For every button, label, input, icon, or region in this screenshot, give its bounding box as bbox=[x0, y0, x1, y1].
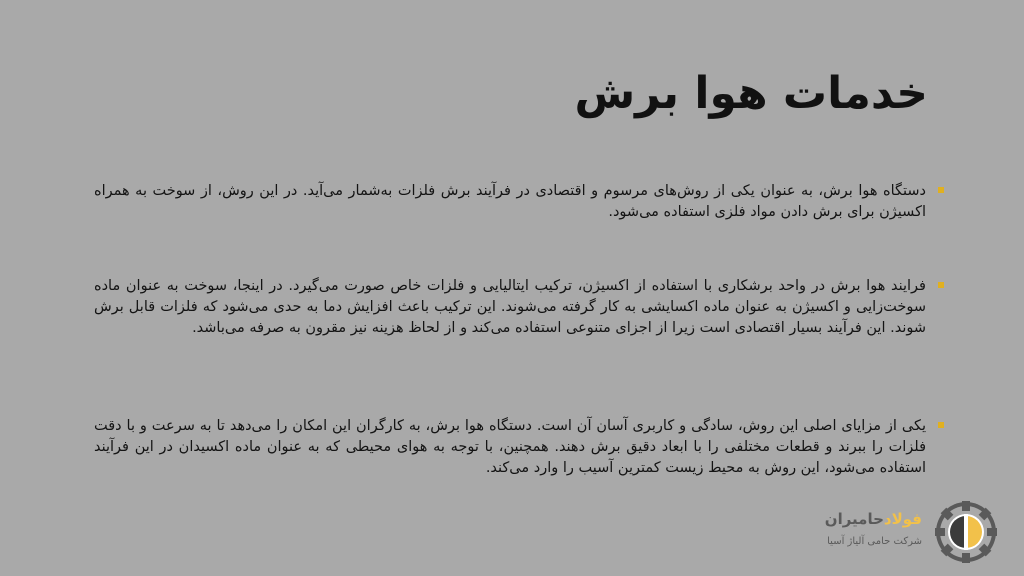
logo-name bbox=[825, 508, 922, 530]
bullet-marker bbox=[938, 187, 944, 193]
logo-name-part1: فولاد bbox=[883, 510, 922, 528]
bullet-text: یکی از مزایای اصلی این روش، سادگی و کاربری آسان آن است. دستگاه هوا برش، به کارگران این امکان را می‌دهد تا به سرعت و با دقت فلزات را ببرند و قطعات مختلفی را با ابعاد دقیق برش دهند. همچنین، با توجه به هوای محیطی که به عنوان ماده اکسیدان در این فرآیند استفاده می‌شود، این روش به محیط زیست کمترین آسیب را وارد می‌کند. bbox=[94, 418, 926, 476]
logo-subtitle: شرکت حامی آلیاژ آسیا bbox=[827, 536, 922, 547]
bullet-item bbox=[94, 416, 928, 479]
bullet-item bbox=[94, 276, 928, 339]
company-logo bbox=[818, 500, 998, 564]
bullet-text: فرایند هوا برش در واحد برشکاری با استفاده از اکسیژن، ترکیب ایتالیایی و فلزات خاص صورت می‌گیرد. در اینجا، سوخت به عنوان ماده سوخت‌زایی و اکسیژن به عنوان ماده اکسایشی به کار گرفته می‌شوند. این ترکیب باعث افزایش دما به حدی می‌شود که فلزات قابل برش شوند. این فرآیند بسیار اقتصادی است زیرا از اجزای متنوعی استفاده می‌کند و از لحاظ هزینه نیز مقرون به صرفه می‌باشد. bbox=[94, 278, 926, 336]
bullet-item bbox=[94, 181, 928, 223]
bullet-text: دستگاه هوا برش، به عنوان یکی از روش‌های مرسوم و اقتصادی در فرآیند برش فلزات به‌شمار می‌آید. در این روش، از سوخت به همراه اکسیژن برای برش دادن مواد فلزی استفاده می‌شود. bbox=[94, 183, 926, 220]
bullet-marker bbox=[938, 282, 944, 288]
bullet-marker bbox=[938, 422, 944, 428]
slide-title: خدمات هوا برش bbox=[574, 68, 928, 119]
logo-name-part2: حامیران bbox=[824, 510, 884, 528]
gear-shield-icon bbox=[934, 500, 998, 564]
